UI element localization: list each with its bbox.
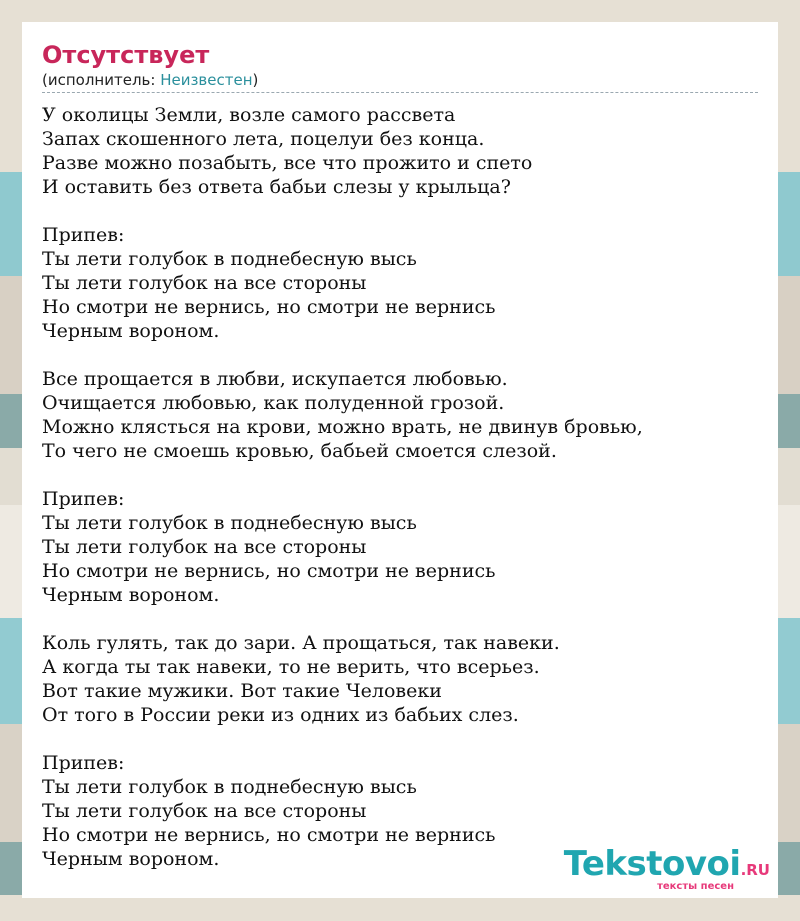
logo-name: Tekstovoi	[563, 844, 741, 884]
lyric-line: Припев:	[42, 752, 125, 774]
lyric-line: Припев:	[42, 488, 125, 510]
lyric-line: Ты лети голубок в поднебесную высь	[42, 776, 417, 798]
lyric-line: Коль гулять, так до зари. А прощаться, так навеки.	[42, 632, 560, 654]
blank-line	[42, 727, 758, 751]
lyric-line: Ты лети голубок на все стороны	[42, 800, 367, 822]
lyric-line: Ты лети голубок в поднебесную высь	[42, 512, 417, 534]
site-logo[interactable]	[564, 846, 770, 892]
lyric-line: Припев:	[42, 224, 125, 246]
lyric-line: Разве можно позабыть, все что прожито и спето	[42, 152, 533, 174]
blank-line	[42, 199, 758, 223]
lyric-line: Черным вороном.	[42, 320, 220, 342]
lyric-line: От того в России реки из одних из бабьих слез.	[42, 704, 519, 726]
lyric-line: То чего не смоешь кровью, бабьей смоется слезой.	[42, 440, 557, 462]
lyric-line: Но смотри не вернись, но смотри не вернись	[42, 560, 496, 582]
lyrics-card	[22, 22, 778, 898]
blank-line	[42, 343, 758, 367]
lyric-line: Черным вороном.	[42, 848, 220, 870]
lyric-line: Вот такие мужики. Вот такие Человеки	[42, 680, 442, 702]
lyric-line: Ты лети голубок на все стороны	[42, 272, 367, 294]
lyric-line: Но смотри не вернись, но смотри не вернись	[42, 296, 496, 318]
lyric-line: Ты лети голубок в поднебесную высь	[42, 248, 417, 270]
lyric-line: У околицы Земли, возле самого рассвета	[42, 104, 456, 126]
blank-line	[42, 463, 758, 487]
lyric-line: Очищается любовью, как полуденной грозой.	[42, 392, 505, 414]
lyric-line: Все прощается в любви, искупается любовью.	[42, 368, 508, 390]
lyric-line: А когда ты так навеки, то не верить, что всерьез.	[42, 656, 540, 678]
logo-domain: .RU	[740, 861, 770, 879]
blank-line	[42, 607, 758, 631]
lyric-line: Но смотри не вернись, но смотри не вернись	[42, 824, 496, 846]
song-title: Отсутствует	[42, 41, 210, 69]
logo-tagline: тексты песен	[657, 881, 734, 892]
lyric-line: Можно клясться на крови, можно врать, не двинув бровью,	[42, 416, 643, 438]
lyric-line: Запах скошенного лета, поцелуи без конца.	[42, 128, 485, 150]
lyrics-text	[42, 103, 758, 871]
artist-suffix: )	[252, 71, 259, 89]
lyric-line: Черным вороном.	[42, 584, 220, 606]
artist-link[interactable]: Неизвестен	[160, 71, 253, 89]
artist-line	[42, 70, 758, 93]
lyric-line: Ты лети голубок на все стороны	[42, 536, 367, 558]
lyric-line: И оставить без ответа бабьи слезы у крыльца?	[42, 176, 511, 198]
artist-prefix: (исполнитель:	[42, 71, 161, 89]
